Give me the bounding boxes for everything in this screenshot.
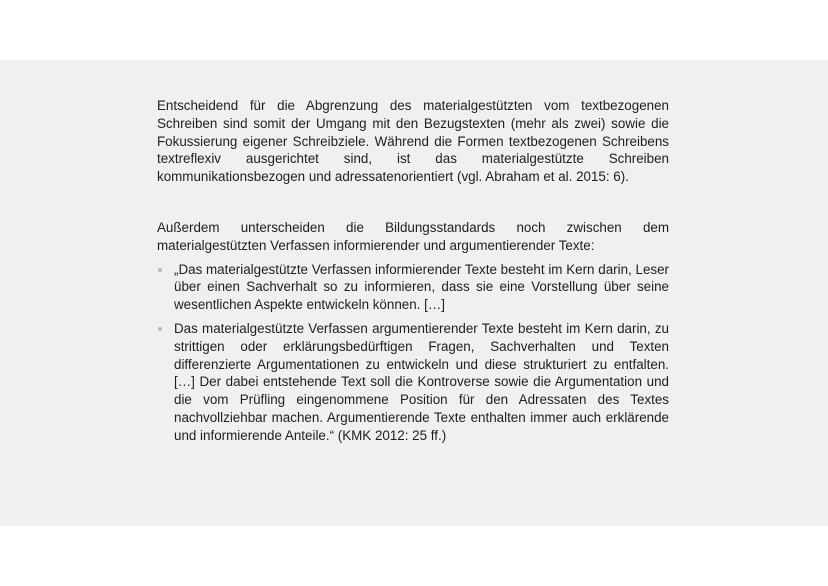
- bullet-dot-icon: [158, 268, 162, 272]
- slide: [0, 60, 828, 526]
- list-item-text: „Das materialgestützte Verfassen informierender Texte besteht im Kern darin, Leser über einen Sachverhalt so zu informieren, dass sie eine Vorstellung über seine wesentlichen Aspekte entwickeln können. […]: [174, 261, 669, 313]
- list-item-text: Das materialgestützte Verfassen argumentierender Texte besteht im Kern darin, zu strittigen oder erklärungsbedürftigen Fragen, Sachverhalten und Texten differenzierte Argumentationen zu entwickeln und diese strukturiert zu entfalten. […] Der dabei entstehende Text soll die Kontroverse sowie die Argumentation und die vom Prüfling eingenommene Position für den Adressaten des Textes nachvollziehbar machen. Argumentierende Texte enthalten immer auch erklärende und informierende Anteile.“ (KMK 2012: 25 ff.): [174, 320, 669, 443]
- slide-content: [157, 97, 669, 451]
- list-item-informierend: [157, 261, 669, 314]
- bullet-dot-icon: [158, 327, 162, 331]
- list-item-argumentierend: [157, 320, 669, 445]
- quote-list: [157, 261, 669, 445]
- paragraph-bildungsstandards: Außerdem unterscheiden die Bildungsstandards noch zwischen dem materialgestützten Verfassen informierender und argumentierender Texte:: [157, 219, 669, 253]
- paragraph-abgrenzung: Entscheidend für die Abgrenzung des materialgestützten vom textbezogenen Schreiben sind somit der Umgang mit den Bezugstexten (mehr als zwei) sowie die Fokussierung eigener Schreibziele. Während die Formen textbezogenen Schreibens textreflexiv ausgerichtet sind, ist das materialgestützte Schreiben kommunikationsbezogen und adressatenorientiert (vgl. Abraham et al. 2015: 6).: [157, 98, 669, 185]
